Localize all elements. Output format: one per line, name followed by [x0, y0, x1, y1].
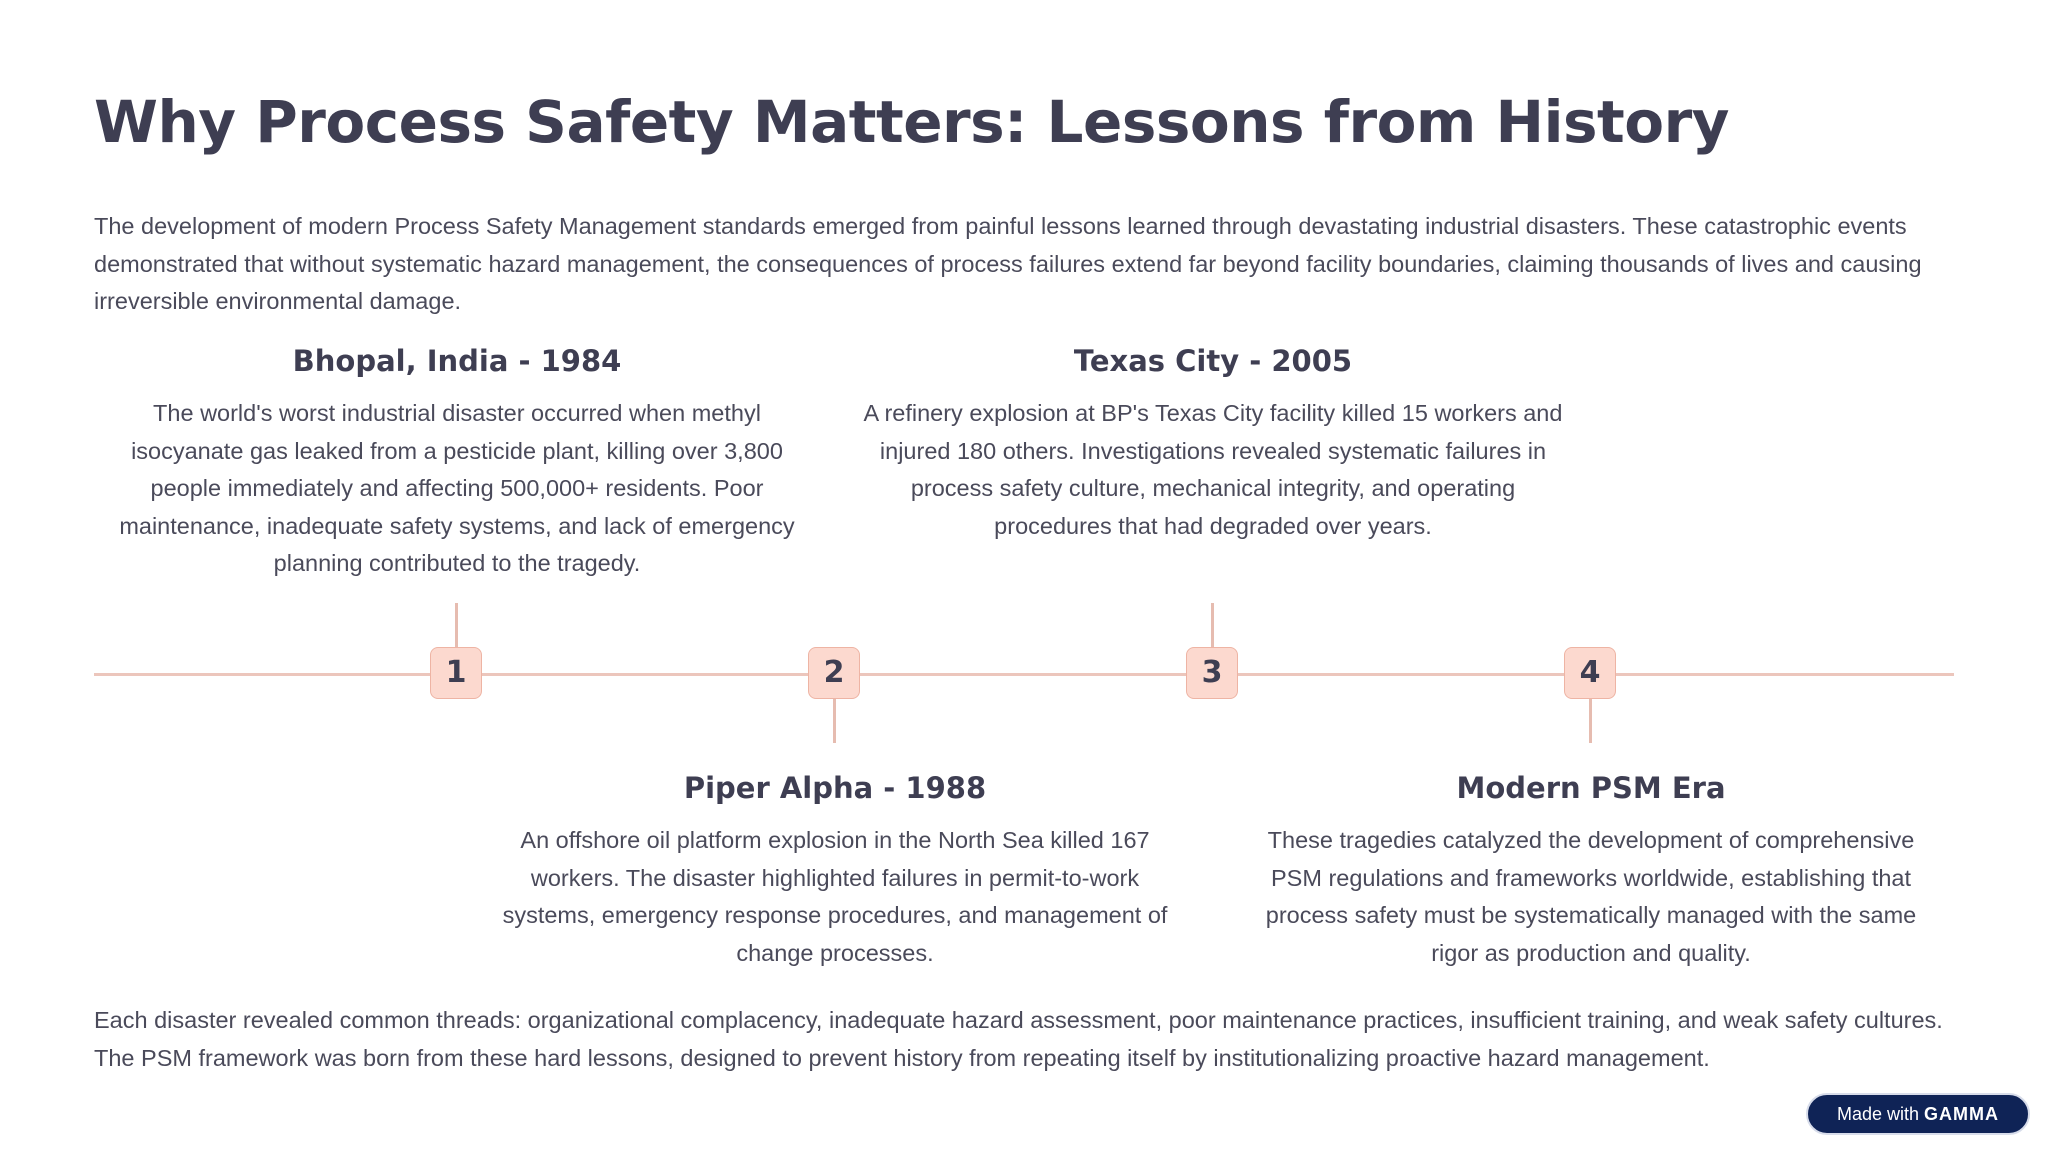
page-title: Why Process Safety Matters: Lessons from History	[94, 88, 1729, 156]
event-title: Bhopal, India - 1984	[292, 344, 622, 378]
timeline-marker-4: 4	[1564, 647, 1616, 699]
timeline-event-texas-city	[863, 341, 1563, 545]
timeline-connector-4	[1589, 699, 1592, 743]
timeline-connector-2	[833, 699, 836, 743]
intro-paragraph: The development of modern Process Safety Management standards emerged from painful lessons learned through devastating industrial disasters. These catastrophic events demonstrated that without systematic hazard management, the consequences of process failures extend far beyond facility boundaries, claiming thousands of lives and causing irreversible environmental damage.	[94, 213, 1922, 314]
timeline-connector-3	[1211, 603, 1214, 647]
conclusion-paragraph: Each disaster revealed common threads: organizational complacency, inadequate hazard assessment, poor maintenance practices, insufficient training, and weak safety cultures. The PSM framework was born from these hard lessons, designed to prevent history from repeating itself by institutionalizing proactive hazard management.	[94, 1007, 1943, 1071]
timeline-connector-1	[455, 603, 458, 647]
timeline-event-piper-alpha	[485, 768, 1185, 972]
timeline-marker-1: 1	[430, 647, 482, 699]
timeline-marker-2: 2	[808, 647, 860, 699]
event-description: These tragedies catalyzed the development of comprehensive PSM regulations and frameworks worldwide, establishing that process safety must be systematically managed with the same rigor as production and quality.	[1265, 827, 1917, 966]
event-description: The world's worst industrial disaster occurred when methyl isocyanate gas leaked from a pesticide plant, killing over 3,800 people immediately and affecting 500,000+ residents. Poor maintenance, inadequate safety systems, and lack of emergency planning contributed to the tragedy.	[119, 400, 795, 576]
event-description: A refinery explosion at BP's Texas City facility killed 15 workers and injured 180 others. Investigations revealed systematic failures in process safety culture, mechanical integrity, and operating procedures that had degraded over years.	[863, 400, 1563, 539]
event-description: An offshore oil platform explosion in the North Sea killed 167 workers. The disaster highlighted failures in permit-to-work systems, emergency response procedures, and management of change processes.	[502, 827, 1168, 966]
timeline-event-bhopal	[107, 341, 807, 583]
gamma-logo: GAMMA	[1924, 1103, 2000, 1124]
event-title: Piper Alpha - 1988	[683, 771, 987, 805]
event-title: Texas City - 2005	[1073, 344, 1353, 378]
event-title: Modern PSM Era	[1456, 771, 1726, 805]
timeline-event-modern-psm	[1241, 768, 1941, 972]
made-with-gamma-badge[interactable]	[1806, 1093, 2030, 1135]
timeline-line	[94, 673, 1954, 676]
timeline-marker-3: 3	[1186, 647, 1238, 699]
badge-prefix: Made with	[1836, 1103, 1920, 1124]
